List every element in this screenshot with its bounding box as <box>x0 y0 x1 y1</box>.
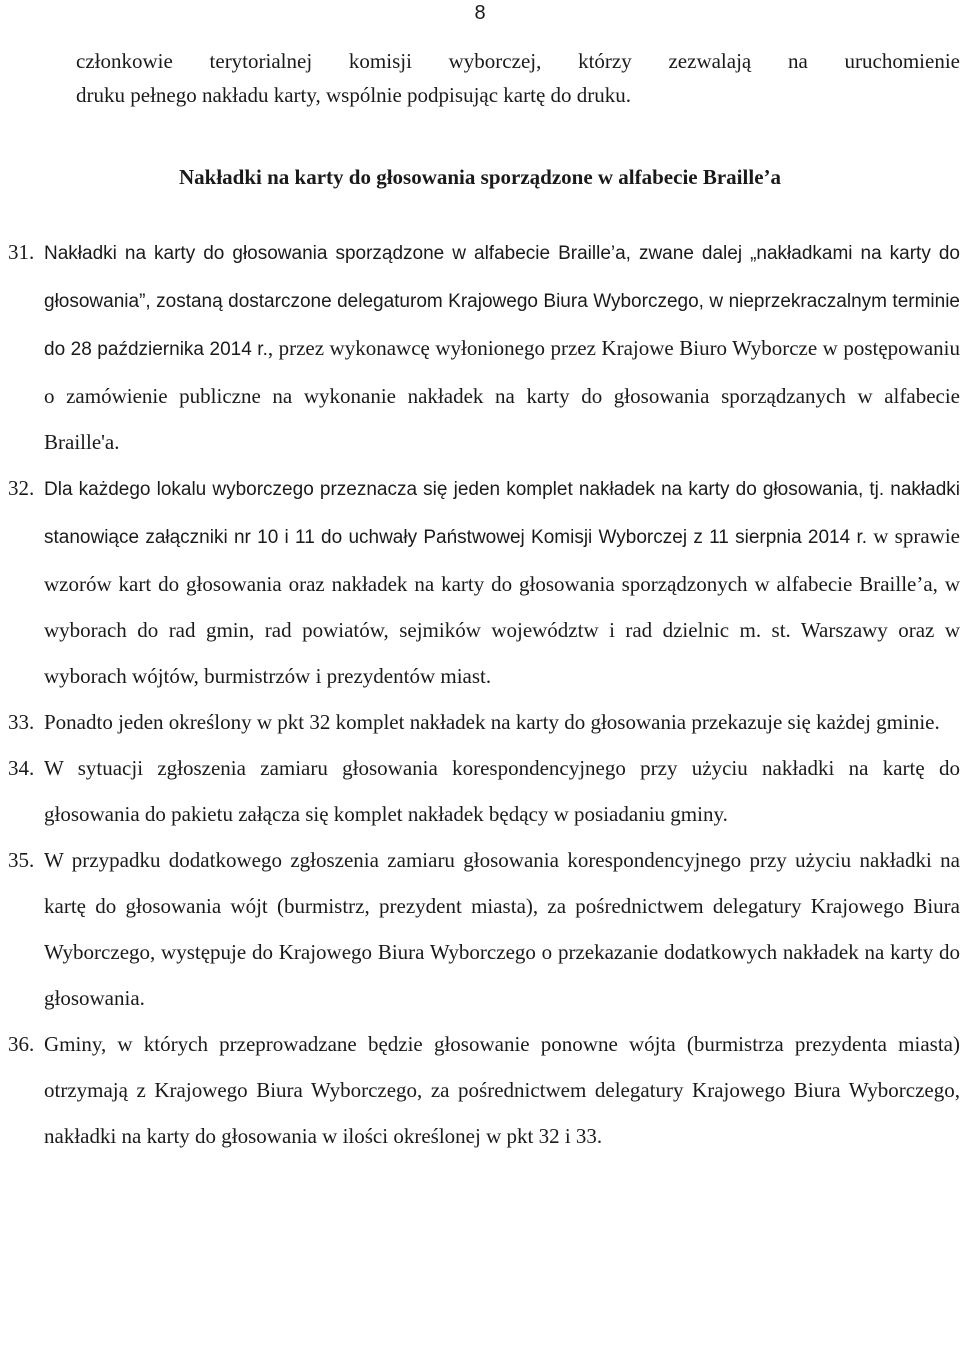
point-33 <box>8 699 960 745</box>
point-35 <box>8 837 960 1021</box>
point-text-part: Dla każdego lokalu wyborczego przeznacza się jeden komplet nakładek na karty do głosowania, tj. nakładki stanowiące załączniki nr 10 i 11 do uchwały Państwowej Komisji Wyborczej z 11 sierpnia 2014 r. <box>44 479 960 548</box>
point-number: 36. <box>8 1032 35 1056</box>
point-text: W sytuacji zgłoszenia zamiaru głosowania korespondencyjnego przy użyciu nakładki na kartę do głosowania do pakietu załącza się komplet nakładek będący w posiadaniu gminy. <box>44 756 960 826</box>
point-number: 34. <box>8 756 35 780</box>
point-32 <box>8 465 960 699</box>
page-number: 8 <box>474 2 486 24</box>
numbered-points <box>8 229 960 1159</box>
point-31 <box>8 229 960 465</box>
continuation-line-2: druku pełnego nakładu karty, wspólnie podpisując kartę do druku. <box>76 83 632 107</box>
point-number: 33. <box>8 710 35 734</box>
point-text-part: w sprawie wzorów kart do głosowania oraz nakładek na karty do głosowania sporządzonych w alfabecie Braille’a, w wyborach do rad gmin, rad powiatów, sejmików województw i rad dzielnic m. st. Warszawy oraz w wyborach wójtów, burmistrzów i prezydentów miast. <box>44 524 960 688</box>
point-text: Gminy, w których przeprowadzane będzie głosowanie ponowne wójta (burmistrza prezydenta miasta) otrzymają z Krajowego Biura Wyborczego, za pośrednictwem delegatury Krajowego Biura Wyborczego, nakładki na karty do głosowania w ilości określonej w pkt 32 i 33. <box>44 1032 960 1148</box>
continuation-paragraph <box>76 44 960 112</box>
continuation-line-1: członkowie terytorialnej komisji wyborczej, którzy zezwalają na uruchomienie <box>76 49 960 73</box>
point-number: 32. <box>8 476 35 500</box>
point-text-part: , przez wykonawcę wyłonionego przez Krajowe Biuro Wyborcze w postępowaniu o zamówienie publiczne na wykonanie nakładek na karty do głosowania sporządzanych w alfabecie Braille'a. <box>44 336 960 454</box>
point-34 <box>8 745 960 837</box>
point-text: W przypadku dodatkowego zgłoszenia zamiaru głosowania korespondencyjnego przy użyciu nakładki na kartę do głosowania wójt (burmistrz, prezydent miasta), za pośrednictwem delegatury Krajowego Biura Wyborczego, występuje do Krajowego Biura Wyborczego o przekazanie dodatkowych nakładek na karty do głosowania. <box>44 848 960 1010</box>
point-36 <box>8 1021 960 1159</box>
point-number: 31. <box>8 240 35 264</box>
point-number: 35. <box>8 848 35 872</box>
point-text-part: Nakładki na karty do głosowania sporządzone w alfabecie Braille’a, zwane dalej „nakładkami na karty do głosowania”, zostaną dostarczone delegaturom Krajowego Biura Wyborczego, w nieprzekraczalnym terminie do 28 października 2014 r. <box>44 243 960 360</box>
section-heading: Nakładki na karty do głosowania sporządzone w alfabecie Braille’a <box>178 165 782 189</box>
point-text: Ponadto jeden określony w pkt 32 komplet nakładek na karty do głosowania przekazuje się każdej gminie. <box>44 710 940 734</box>
